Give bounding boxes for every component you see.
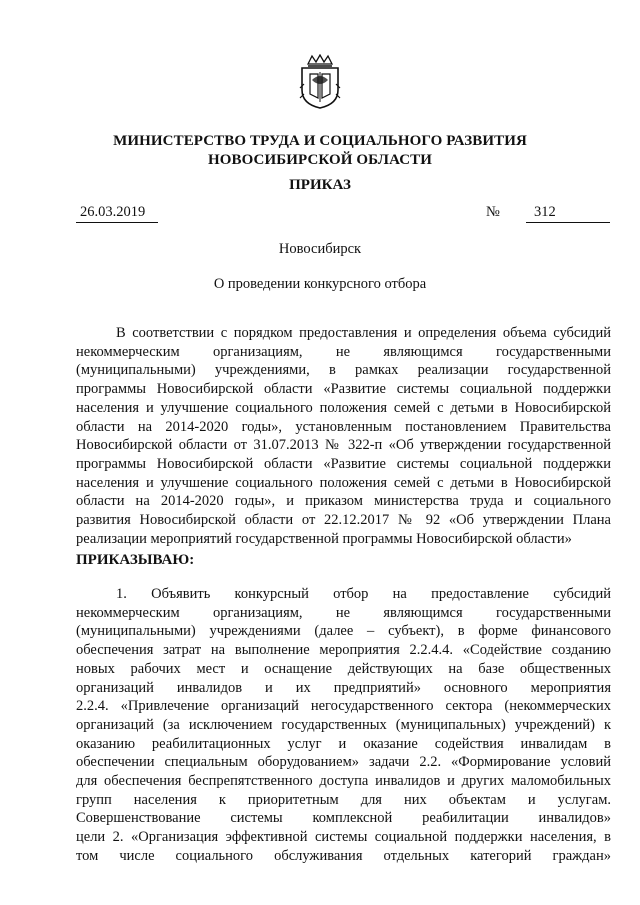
order-date: 26.03.2019 — [76, 203, 158, 223]
doc-type: ПРИКАЗ — [289, 177, 351, 193]
number-sign: № — [486, 204, 500, 220]
item-line: цели 2. «Организация эффективной системы социальной поддержки населения, в — [76, 829, 611, 846]
preamble-line: реализации мероприятий государственной программы Новосибирской области» — [76, 530, 572, 547]
ministry-line-1: МИНИСТЕРСТВО ТРУДА И СОЦИАЛЬНОГО РАЗВИТИЯ — [113, 133, 527, 149]
preamble-paragraph — [76, 324, 611, 548]
preamble-line: развития Новосибирской области от 22.12.2017 № 92 «Об утверждении Плана — [76, 512, 611, 529]
preamble-line: населения и улучшение социального положения семей с детьми в Новосибирской — [76, 399, 611, 416]
item-line: 1. Объявить конкурсный отбор на предоставление субсидий — [116, 586, 611, 602]
item-line: некоммерческим организациям, не являющимся государственными — [76, 604, 611, 621]
item-line: 2.2.4. «Привлечение организаций негосударственного сектора (некоммерческих — [76, 698, 611, 715]
ministry-name — [0, 132, 640, 170]
item-line: групп населения к приоритетным для них объектам и услугам. — [76, 791, 611, 808]
item-line: оказанию реабилитационных услуг и оказание содействия инвалидам в — [76, 735, 611, 752]
item-line: новых рабочих мест и оснащение действующих на базе общественных — [76, 660, 611, 677]
preamble-line: некоммерческим организациям, не являющимся государственными — [76, 343, 611, 360]
preamble-line: программы Новосибирской области «Развитие системы социальной поддержки — [76, 455, 611, 472]
item-line: обеспечения затрат на выполнение мероприятия 2.2.4.4. «Содействие созданию — [76, 642, 611, 659]
preamble-line: области на 2014-2020 годы», установленным постановлением Правительства — [76, 418, 611, 435]
item-line: организаций (за исключением государственных (муниципальных) учреждений) к — [76, 716, 611, 733]
city: Новосибирск — [278, 241, 362, 257]
coat-of-arms-icon — [298, 54, 342, 110]
preamble-line: населения и улучшение социального положения семей с детьми в Новосибирской — [76, 474, 611, 491]
preamble-line: В соответствии с порядком предоставления и определения объема субсидий — [116, 325, 611, 341]
ministry-line-2: НОВОСИБИРСКОЙ ОБЛАСТИ — [207, 152, 433, 168]
preamble-line: Новосибирской области от 31.07.2013 № 322-п «Об утверждении государственной — [76, 437, 611, 454]
item-line: (муниципальными) учреждениями (далее – субъект), в форме финансового — [76, 623, 611, 640]
decree-heading: ПРИКАЗЫВАЮ: — [76, 552, 195, 568]
preamble-line: программы Новосибирской области «Развитие системы социальной поддержки — [76, 381, 611, 398]
item-line: Совершенствование системы комплексной реабилитации инвалидов» — [76, 810, 611, 827]
item-1-paragraph — [76, 585, 611, 866]
item-line: том числе социального обслуживания отдельных категорий граждан» — [76, 847, 611, 864]
preamble-line: области на 2014-2020 годы», и приказом министерства труда и социального — [76, 493, 611, 510]
order-number: 312 — [526, 203, 610, 223]
item-line: организаций инвалидов и их предприятий» основного мероприятия — [76, 679, 611, 696]
order-subject: О проведении конкурсного отбора — [213, 276, 427, 292]
preamble-line: (муниципальными) учреждениями, в рамках реализации государственной — [76, 362, 611, 379]
item-line: для обеспечения беспрепятственного доступа инвалидов и других маломобильных — [76, 773, 611, 790]
item-line: обеспечении специальным оборудованием» задачи 2.2. «Формирование условий — [76, 754, 611, 771]
